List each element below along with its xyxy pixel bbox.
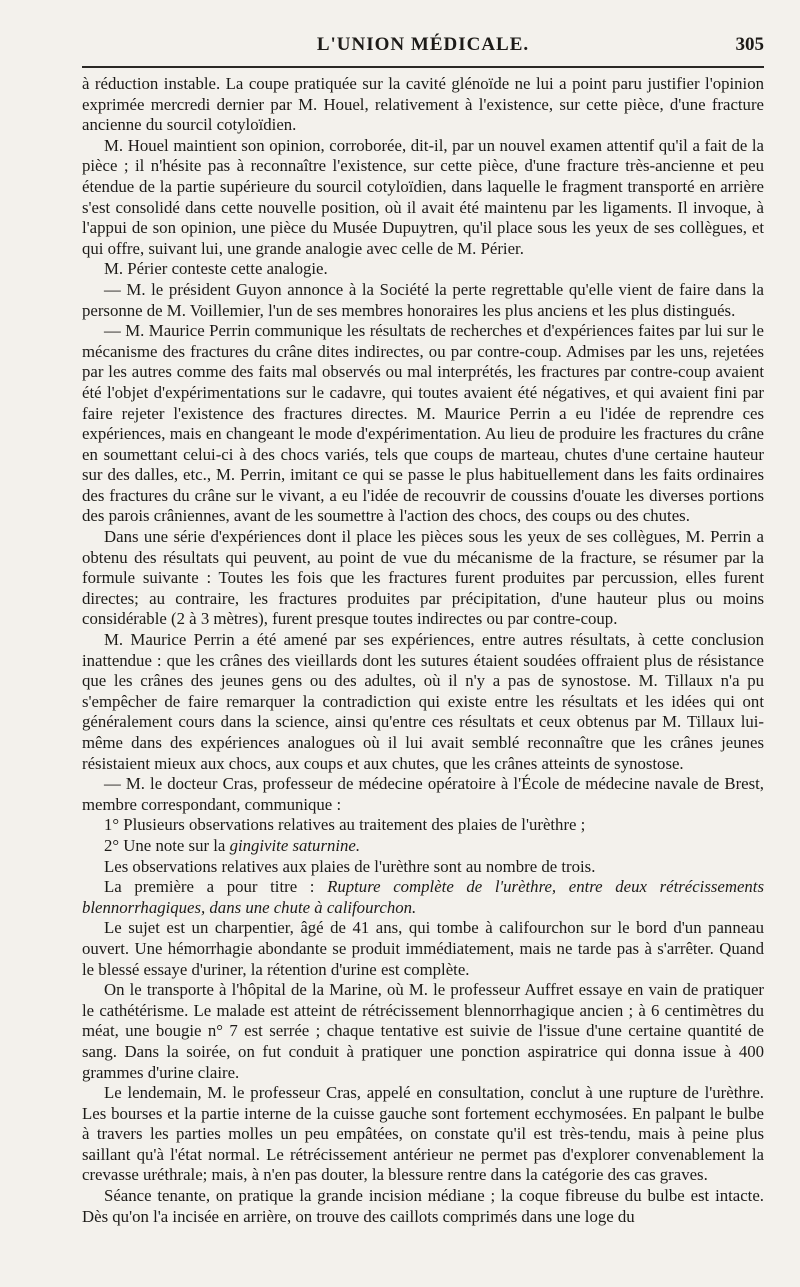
page-title: L'UNION MÉDICALE. xyxy=(316,34,530,55)
italic-title: Rupture complète de l'urèthre, entre deux rétrécissements blennorrhagiques, dans une chute à califourchon. xyxy=(82,877,764,917)
running-head xyxy=(82,28,764,64)
paragraph: — M. Maurice Perrin communique les résultats de recherches et d'expériences faites par lui sur le mécanisme des fractures du crâne dites indirectes, ou par contre-coup. Admises par les uns, rejetées par les autres comme des faits mal observés ou mal interprétés, les fractures par contre-coup avaient été l'objet d'expérimentations sur le cadavre, qui toutes avaient été négatives, et qui avaient fini par faire rejeter l'existence des fractures directes. M. Maurice Perrin a eu l'idée de reprendre ces expériences, mais en changeant le mode d'expérimentation. Au lieu de produire les fractures du crâne en soumettant celui-ci à des chocs variés, tels que coups de marteau, chutes d'une certaine hauteur sur des dalles, etc., M. Perrin, imitant ce qui se passe le plus habituellement dans les faits ordinaires des fractures du crâne sur le vivant, a eu l'idée de recouvrir de coussins d'ouate les diverses portions des parois crâniennes, avant de les soumettre à l'action des chocs, des coups ou des chutes. xyxy=(82,321,764,526)
article-body xyxy=(82,74,764,1227)
paragraph: On le transporte à l'hôpital de la Marine, où M. le professeur Auffret essaye en vain de pratiquer le cathétérisme. Le malade est atteint de rétrécissement blennorrhagique ancien ; à 6 centimètres du méat, une bougie n° 7 est serrée ; chaque tentative est suivie de l'issue d'une certaine quantité de sang. Dans la soirée, on fut conduit à pratiquer une ponction aspiratrice qui donna issue à 400 grammes d'urine claire. xyxy=(82,980,764,1082)
page-number: 305 xyxy=(735,34,764,55)
paragraph: M. Maurice Perrin a été amené par ses expériences, entre autres résultats, à cette conclusion inattendue : que les crânes des vieillards dont les sutures étaient soudées offraient plus de résistance que les crânes des jeunes gens ou des adultes, où il n'y a pas de synostose. M. Tillaux n'a pu s'empêcher de faire remarquer la contradiction qui existe entre les résultats et les idées qui ont généralement cours dans la science, ainsi qu'entre ces résultats et ceux obtenus par M. Tillaux lui-même dans des expériences analogues où il lui avait semblé reconnaître que les crânes jeunes résistaient mieux aux chocs, aux coups et aux chutes, que les crânes atteints de synostose. xyxy=(82,630,764,773)
paragraph: Dans une série d'expériences dont il place les pièces sous les yeux de ses collègues, M. Perrin a obtenu des résultats qui peuvent, au point de vue du mécanisme de la fracture, se résumer par la formule suivante : Toutes les fois que les fractures furent produites par percussion, elles furent directes; au contraire, les fractures produites par précipitation, d'une hauteur plus ou moins considérable (2 à 3 mètres), furent presque toutes indirectes ou par contre-coup. xyxy=(82,527,764,629)
paragraph: Le sujet est un charpentier, âgé de 41 ans, qui tombe à califourchon sur le bord d'un panneau ouvert. Une hémorrhagie abondante se produit immédiatement, mais ne tarde pas à s'arrêter. Quand le blessé essaye d'uriner, la rétention d'urine est complète. xyxy=(82,918,764,979)
paragraph: M. Houel maintient son opinion, corroborée, dit-il, par un nouvel examen attentif qu'il a fait de la pièce ; il n'hésite pas à reconnaître l'existence, sur cette pièce, d'une fracture très-ancienne et peu étendue de la partie supérieure du sourcil cotyloïdien, dans laquelle le fragment transporté en arrière s'est consolidé dans cette nouvelle position, où il avait été maintenu par les ligaments. Il invoque, à l'appui de son opinion, une pièce du Musée Dupuytren, qu'il place sous les yeux de ses collègues, et qui offre, suivant lui, une grande analogie avec celle de M. Périer. xyxy=(82,135,764,258)
paragraph: — M. le président Guyon annonce à la Société la perte regrettable qu'elle vient de faire dans la personne de M. Voillemier, l'un de ses membres honoraires les plus anciens et les plus distingués. xyxy=(82,279,764,320)
paragraph: Les observations relatives aux plaies de l'urèthre sont au nombre de trois. xyxy=(104,856,596,876)
paragraph-text: La première a pour titre : xyxy=(104,877,328,897)
list-item: 1° Plusieurs observations relatives au traitement des plaies de l'urèthre ; xyxy=(104,815,586,835)
paragraph: — M. le docteur Cras, professeur de médecine opératoire à l'École de médecine navale de Brest, membre correspondant, communique : xyxy=(82,774,764,814)
paragraph: à réduction instable. La coupe pratiquée sur la cavité glénoïde ne lui a point paru justifier l'opinion exprimée mercredi dernier par M. Houel, relativement à l'existence, sur cette pièce, d'une fracture ancienne du sourcil cotyloïdien. xyxy=(82,74,764,135)
list-item xyxy=(82,836,764,857)
paragraph: M. Périer conteste cette analogie. xyxy=(104,259,328,279)
paragraph: Séance tenante, on pratique la grande incision médiane ; la coque fibreuse du bulbe est intacte. Dès qu'on l'a incisée en arrière, on trouve des caillots comprimés dans une loge du xyxy=(82,1186,764,1226)
list-item-text: 2° Une note sur la xyxy=(104,835,230,855)
italic-title: gingivite saturnine. xyxy=(229,835,361,855)
paragraph xyxy=(82,877,764,918)
paragraph: Le lendemain, M. le professeur Cras, appelé en consultation, conclut à une rupture de l'urèthre. Les bourses et la partie interne de la cuisse gauche sont fortement ecchymosées. En palpant le bulbe à travers les parties molles un peu empâtées, on constate qu'il est très-tendu, mais à peine plus saillant qu'à l'état normal. Le rétrécissement antérieur ne permet pas d'explorer convenablement la crevasse uréthrale; mais, à n'en pas douter, la blessure rentre dans la catégorie des cas graves. xyxy=(82,1083,764,1185)
header-rule xyxy=(82,66,764,68)
